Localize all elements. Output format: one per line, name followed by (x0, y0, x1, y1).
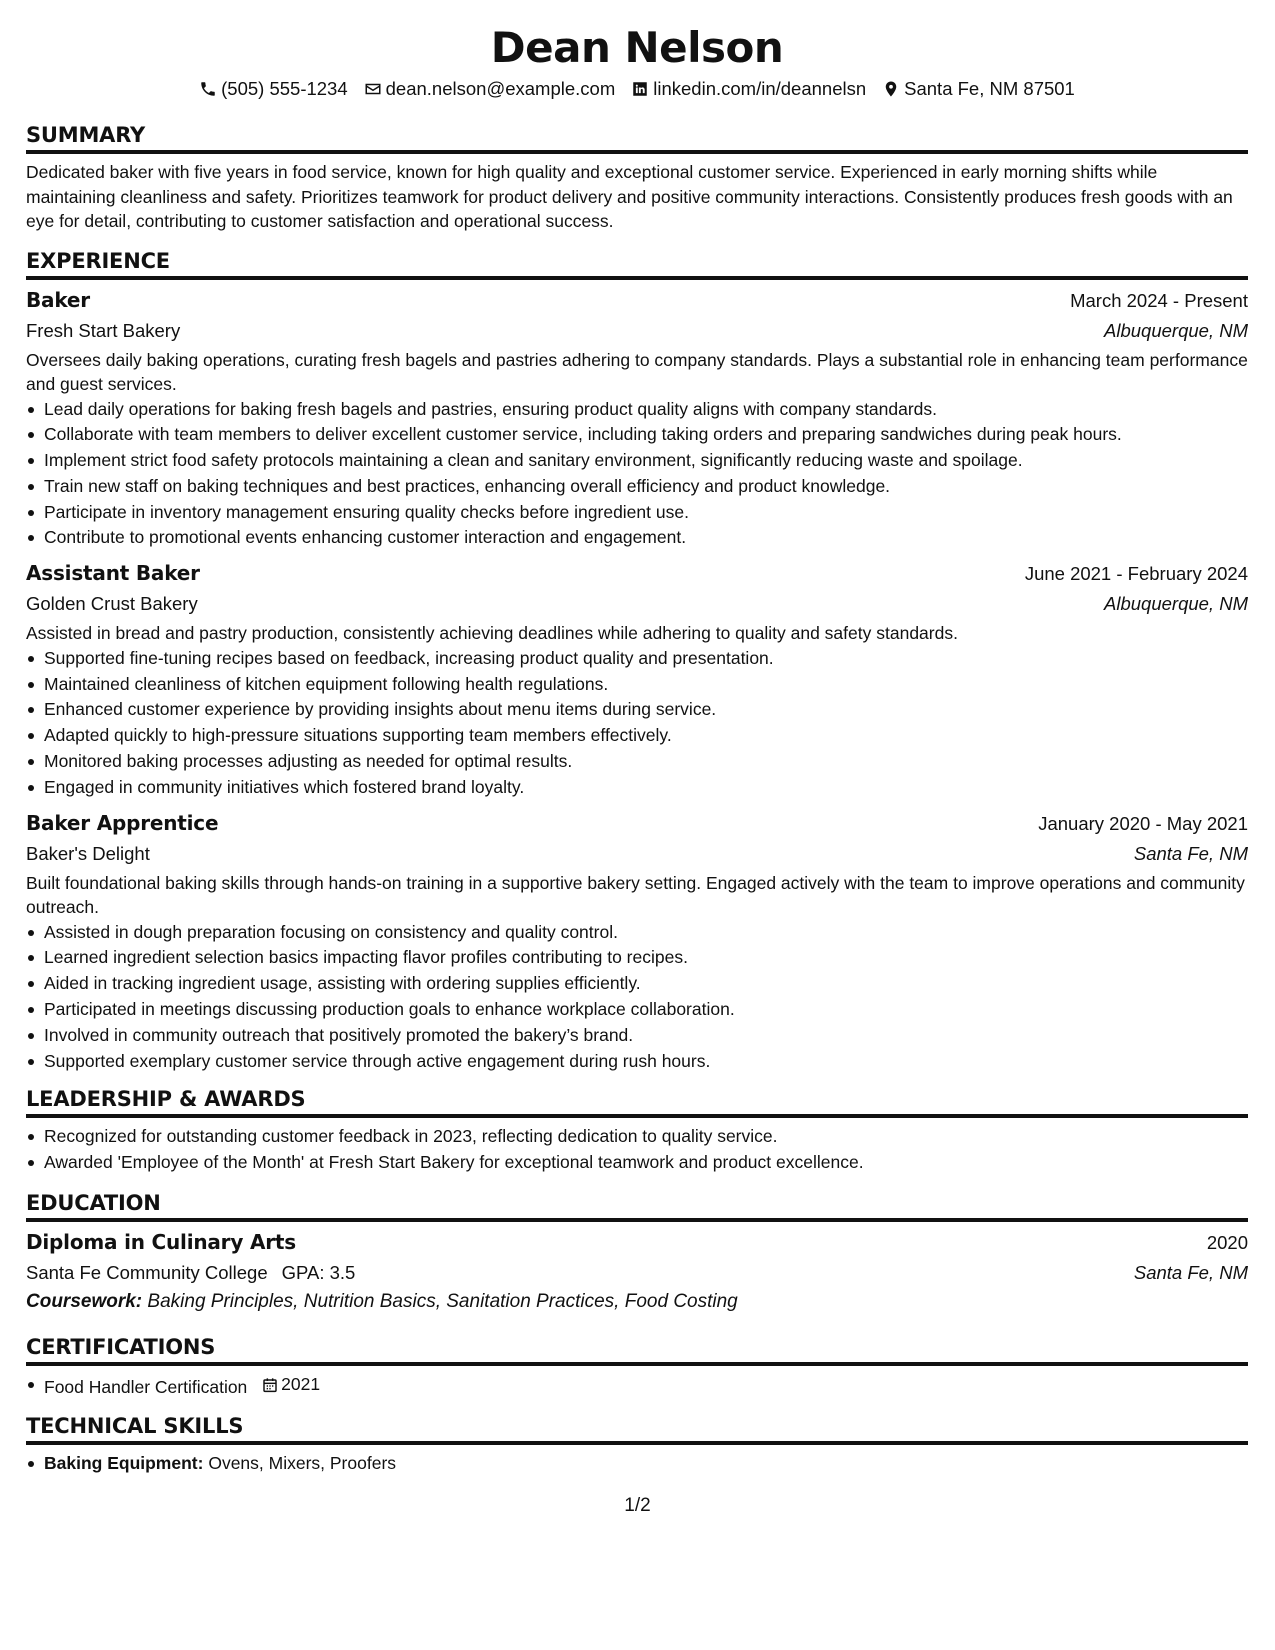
job-title: Baker (26, 287, 90, 312)
job-company: Baker's Delight (26, 842, 150, 864)
education-section (26, 1190, 1248, 1316)
gpa: GPA: 3.5 (281, 1261, 356, 1283)
list-item: Assisted in dough preparation focusing on consistency and quality control. (44, 920, 1248, 946)
list-item: Collaborate with team members to deliver excellent customer service, including taking orders and preparing sandwiches during peak hours. (44, 422, 1248, 448)
phone-text: (505) 555-1234 (221, 78, 348, 99)
experience-section (26, 248, 1248, 1075)
leadership-heading: LEADERSHIP & AWARDS (26, 1086, 1248, 1118)
summary-text: Dedicated baker with five years in food service, known for high quality and exceptional customer service. Experienced in early morning shifts while maintaining cleanliness and safety. Prioritizes teamwork for product delivery and positive community interactions. Consistently produces fresh goods with an eye for detail, contributing to customer satisfaction and operational success. (26, 162, 1233, 231)
list-item: Train new staff on baking techniques and best practices, enhancing overall efficiency and product knowledge. (44, 474, 1248, 500)
envelope-icon (364, 80, 382, 98)
list-item: Recognized for outstanding customer feedback in 2023, reflecting dedication to quality service. (44, 1124, 1248, 1150)
job-dates: June 2021 - February 2024 (1024, 563, 1248, 585)
list-item: Involved in community outreach that positively promoted the bakery’s brand. (44, 1023, 1248, 1049)
page-number: 1/2 (624, 1495, 651, 1516)
resume-content (26, 22, 1248, 1476)
job-location: Santa Fe, NM (1133, 842, 1248, 864)
list-item: Adapted quickly to high-pressure situations supporting team members effectively. (44, 723, 1248, 749)
linkedin-icon (631, 80, 649, 98)
list-item: Enhanced customer experience by providing insights about menu items during service. (44, 697, 1248, 723)
list-item: Monitored baking processes adjusting as needed for optimal results. (44, 749, 1248, 775)
coursework-label: Coursework: (26, 1290, 143, 1312)
contact-location (882, 76, 1075, 102)
skills-heading: TECHNICAL SKILLS (26, 1413, 1248, 1445)
list-item: Implement strict food safety protocols maintaining a clean and sanitary environment, significantly reducing waste and spoilage. (44, 448, 1248, 474)
summary-heading: SUMMARY (26, 122, 1248, 154)
location-text: Santa Fe, NM 87501 (904, 78, 1075, 99)
list-item: Lead daily operations for baking fresh bagels and pastries, ensuring product quality aligns with company standards. (44, 397, 1248, 423)
contact-linkedin[interactable] (631, 76, 866, 102)
school-location: Santa Fe, NM (1133, 1261, 1248, 1283)
job-description: Oversees daily baking operations, curating fresh bagels and pastries adhering to company standards. Plays a substantial role in enhancing team performance and guest services. (26, 349, 1248, 394)
certifications-list (26, 1372, 1248, 1401)
list-item: Aided in tracking ingredient usage, assisting with ordering supplies efficiently. (44, 971, 1248, 997)
coursework-list: Baking Principles, Nutrition Basics, Sanitation Practices, Food Costing (147, 1290, 738, 1312)
list-item: Contribute to promotional events enhancing customer interaction and engagement. (44, 525, 1248, 551)
job-entry (26, 559, 1248, 800)
list-item (44, 1451, 1248, 1477)
job-company: Fresh Start Bakery (26, 319, 181, 341)
job-bullets (26, 646, 1248, 801)
coursework (26, 1288, 1248, 1316)
list-item: Supported fine-tuning recipes based on feedback, increasing product quality and presentation. (44, 646, 1248, 672)
job-dates: January 2020 - May 2021 (1038, 812, 1248, 834)
certification-name: Food Handler Certification (44, 1376, 248, 1397)
candidate-name: Dean Nelson (490, 23, 784, 72)
map-marker-icon (882, 80, 900, 98)
linkedin-text: linkedin.com/in/deannelsn (653, 78, 867, 99)
job-bullets (26, 920, 1248, 1075)
certification-year: 2021 (281, 1373, 321, 1394)
list-item: Awarded 'Employee of the Month' at Fresh Start Bakery for exceptional teamwork and product excellence. (44, 1150, 1248, 1176)
job-description: Assisted in bread and pastry production, consistently achieving deadlines while adhering to quality and safety standards. (26, 623, 958, 644)
job-location: Albuquerque, NM (1104, 593, 1248, 615)
experience-heading: EXPERIENCE (26, 248, 1248, 280)
certifications-heading: CERTIFICATIONS (26, 1334, 1248, 1366)
phone-icon (199, 80, 217, 98)
email-text: dean.nelson@example.com (385, 78, 616, 99)
school-name: Santa Fe Community College (26, 1261, 268, 1283)
job-bullets (26, 397, 1248, 552)
job-location: Albuquerque, NM (1104, 319, 1248, 341)
contact-bar (26, 76, 1248, 102)
leadership-bullets (26, 1124, 1248, 1176)
list-item: Participated in meetings discussing production goals to enhance workplace collaboration. (44, 997, 1248, 1023)
list-item: Engaged in community initiatives which fostered brand loyalty. (44, 775, 1248, 801)
certifications-section (26, 1334, 1248, 1401)
job-description: Built foundational baking skills through hands-on training in a supportive bakery setting. Engaged actively with the team to improve operations and community outreach. (26, 872, 1245, 918)
summary-section (26, 122, 1248, 234)
skills-list (26, 1451, 1248, 1477)
graduation-year: 2020 (1206, 1231, 1248, 1253)
contact-phone (199, 76, 348, 102)
list-item: Supported exemplary customer service through active engagement during rush hours. (44, 1049, 1248, 1075)
job-entry (26, 286, 1248, 552)
list-item: Participate in inventory management ensuring quality checks before ingredient use. (44, 500, 1248, 526)
job-dates: March 2024 - Present (1070, 289, 1248, 311)
list-item: Maintained cleanliness of kitchen equipment following health regulations. (44, 672, 1248, 698)
calendar-icon (262, 1377, 278, 1393)
skills-section (26, 1413, 1248, 1477)
degree: Diploma in Culinary Arts (26, 1229, 296, 1254)
job-entry (26, 809, 1248, 1075)
job-company: Golden Crust Bakery (26, 593, 198, 615)
list-item (44, 1372, 1248, 1401)
list-item: Learned ingredient selection basics impacting flavor profiles contributing to recipes. (44, 945, 1248, 971)
skill-label: Baking Equipment: (44, 1452, 204, 1473)
skill-value: Ovens, Mixers, Proofers (208, 1452, 397, 1473)
leadership-section (26, 1086, 1248, 1176)
certification-date (262, 1372, 320, 1398)
job-title: Baker Apprentice (26, 810, 219, 835)
contact-email[interactable] (364, 76, 616, 102)
job-title: Assistant Baker (26, 561, 200, 586)
education-heading: EDUCATION (26, 1190, 1248, 1222)
